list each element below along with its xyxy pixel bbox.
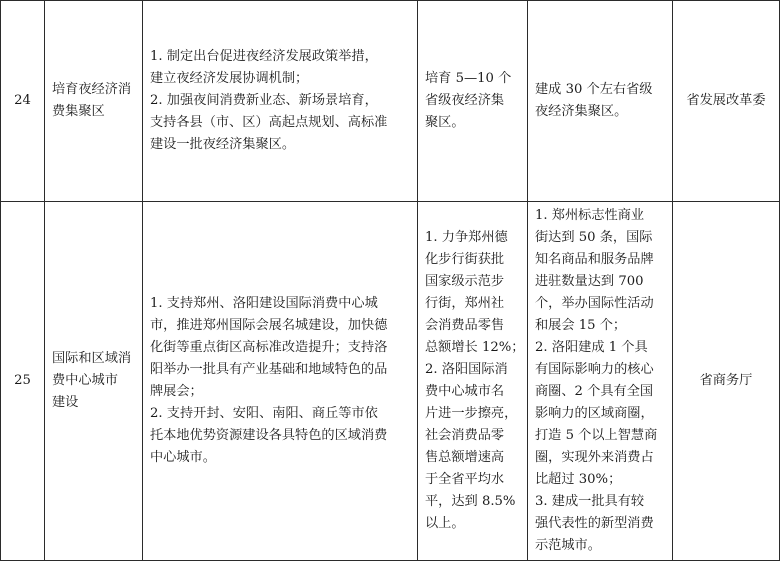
text-line: 1. 力争郑州德	[425, 230, 508, 245]
text-line: 2. 加强夜间消费新业态、新场景培育，	[150, 93, 378, 108]
text-line: 市，推进郑州国际会展名城建设，加快德	[150, 318, 388, 333]
text-line: 建设一批夜经济集聚区。	[150, 137, 296, 152]
text-line: 托本地优势资源建设各具特色的区域消费	[150, 428, 388, 443]
table-row	[1, 202, 780, 561]
text-line: 国家级示范步	[425, 274, 505, 289]
text-line: 费集聚区	[52, 104, 105, 119]
text-line: 以上。	[425, 516, 465, 531]
text-line: 进驻数量达到 700	[535, 274, 644, 289]
text-line: 2. 洛阳国际消	[425, 362, 508, 377]
text-line: 1. 郑州标志性商业	[535, 208, 645, 223]
text-line: 圈，实现外来消费占	[535, 450, 654, 465]
text-line: 有国际影响力的核心	[535, 362, 654, 377]
text-line: 打造 5 个以上智慧商	[535, 428, 658, 443]
target-2025-cell	[528, 1, 673, 202]
text-line: 中心城市。	[150, 450, 216, 465]
text-line: 培育夜经济消	[52, 82, 132, 97]
measures-cell	[143, 202, 418, 561]
text-line: 街达到 50 条，国际	[535, 230, 653, 245]
text-line: 强代表性的新型消费	[535, 516, 654, 531]
text-line: 总额增长 12%；	[425, 340, 525, 355]
text-line: 行街，郑州社	[425, 296, 505, 311]
responsible-unit: 省商务厅	[673, 202, 780, 561]
text-line: 聚区。	[425, 115, 465, 130]
text-line: 会消费品零售	[425, 318, 505, 333]
measures-cell	[143, 1, 418, 202]
text-line: 1. 制定出台促进夜经济发展政策举措，	[150, 49, 378, 64]
text-line: 知名商品和服务品牌	[535, 252, 654, 267]
text-line: 影响力的区域商圈，	[535, 406, 654, 421]
text-line: 化街等重点街区高标准改造提升；支持洛	[150, 340, 388, 355]
text-line: 商圈、2 个具有全国	[535, 384, 654, 399]
table-row	[1, 1, 780, 202]
text-line: 牌展会；	[150, 384, 203, 399]
text-line: 个，举办国际性活动	[535, 296, 654, 311]
target-2025-cell	[528, 202, 673, 561]
text-line: 平，达到 8.5%	[425, 494, 516, 509]
text-line: 售总额增速高	[425, 450, 505, 465]
target-2022-cell	[418, 1, 528, 202]
text-line: 3. 建成一批具有较	[535, 494, 645, 509]
responsible-unit: 省发展改革委	[673, 1, 780, 202]
text-line: 示范城市。	[535, 538, 601, 553]
row-number: 25	[1, 202, 45, 561]
text-line: 社会消费品零	[425, 428, 505, 443]
text-line: 国际和区域消	[52, 351, 132, 366]
row-number: 24	[1, 1, 45, 202]
text-line: 建成 30 个左右省级	[535, 82, 653, 97]
project-name-cell	[45, 1, 143, 202]
text-line: 化步行街获批	[425, 252, 505, 267]
text-line: 建立夜经济发展协调机制；	[150, 71, 309, 86]
text-line: 2. 支持开封、安阳、南阳、商丘等市依	[150, 406, 378, 421]
text-line: 夜经济集聚区。	[535, 104, 628, 119]
text-line: 省级夜经济集	[425, 93, 505, 108]
text-line: 阳举办一批具有产业基础和地域特色的品	[150, 362, 388, 377]
text-line: 和展会 15 个；	[535, 318, 627, 333]
project-name-cell	[45, 202, 143, 561]
text-line: 片进一步擦亮，	[425, 406, 518, 421]
text-line: 支持各县（市、区）高起点规划、高标准	[150, 115, 388, 130]
text-line: 培育 5—10 个	[425, 71, 512, 86]
text-line: 比超过 30%；	[535, 472, 622, 487]
text-line: 费中心城市	[52, 373, 118, 388]
text-line: 建设	[52, 395, 79, 410]
text-line: 1. 支持郑州、洛阳建设国际消费中心城	[150, 296, 378, 311]
text-line: 费中心城市名	[425, 384, 505, 399]
text-line: 2. 洛阳建成 1 个具	[535, 340, 648, 355]
text-line: 于全省平均水	[425, 472, 505, 487]
target-2022-cell	[418, 202, 528, 561]
